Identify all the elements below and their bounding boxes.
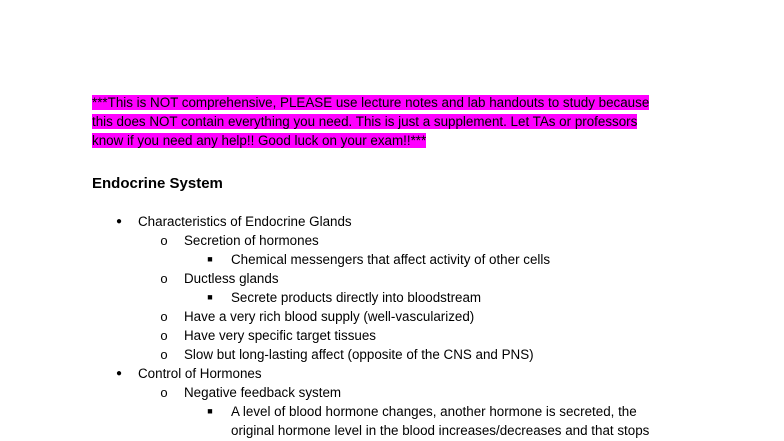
bullet-circle-icon: o [160,328,168,343]
bullet-square-icon: ■ [207,254,213,264]
list-item-text: Chemical messengers that affect activity of other cells [231,252,551,267]
list-item-text: Control of Hormones [138,366,262,381]
list-item-text: Ductless glands [184,271,279,286]
bullet-circle-icon: o [160,233,168,248]
highlighted-notice [92,93,692,150]
notice-line-3: know if you need any help!! Good luck on your exam!!*** [92,133,427,148]
list-item-target-tissues [0,326,784,345]
outline-list [0,212,784,440]
notice-line-2: this does NOT contain everything you need. This is just a supplement. Let TAs or professors [92,114,638,129]
list-item-secretion-detail [0,250,784,269]
list-item-control [0,364,784,383]
list-item-negative-feedback [0,383,784,402]
bullet-circle-icon: o [160,271,168,286]
list-item-ductless-detail [0,288,784,307]
notice-line [92,112,692,131]
bullet-circle-icon: o [160,385,168,400]
bullet-circle-icon: o [160,309,168,324]
notice-line-1: ***This is NOT comprehensive, PLEASE use lecture notes and lab handouts to study because [92,95,650,110]
list-item-text: A level of blood hormone changes, another hormone is secreted, the original hormone level in the blood increases/decreases and that stops [231,404,650,438]
list-item-text: Secrete products directly into bloodstream [231,290,482,305]
list-item-text: Secretion of hormones [184,233,319,248]
list-item-characteristics [0,212,784,231]
list-item-slow-effect [0,345,784,364]
notice-line [92,131,692,150]
list-item-text: Slow but long-lasting affect (opposite of the CNS and PNS) [184,347,534,362]
list-item-secretion [0,231,784,250]
notice-line [92,93,692,112]
list-item-text: Characteristics of Endocrine Glands [138,214,352,229]
bullet-disc-icon: ● [115,368,123,379]
bullet-square-icon: ■ [207,406,213,416]
section-heading: Endocrine System [92,175,223,192]
bullet-disc-icon: ● [115,216,123,227]
list-item-ductless [0,269,784,288]
list-item-text: Have very specific target tissues [184,328,377,343]
list-item-blood-supply [0,307,784,326]
list-item-negative-feedback-detail [0,402,784,440]
bullet-circle-icon: o [160,347,168,362]
list-item-text: Have a very rich blood supply (well-vascularized) [184,309,475,324]
bullet-square-icon: ■ [207,292,213,302]
list-item-text: Negative feedback system [184,385,342,400]
